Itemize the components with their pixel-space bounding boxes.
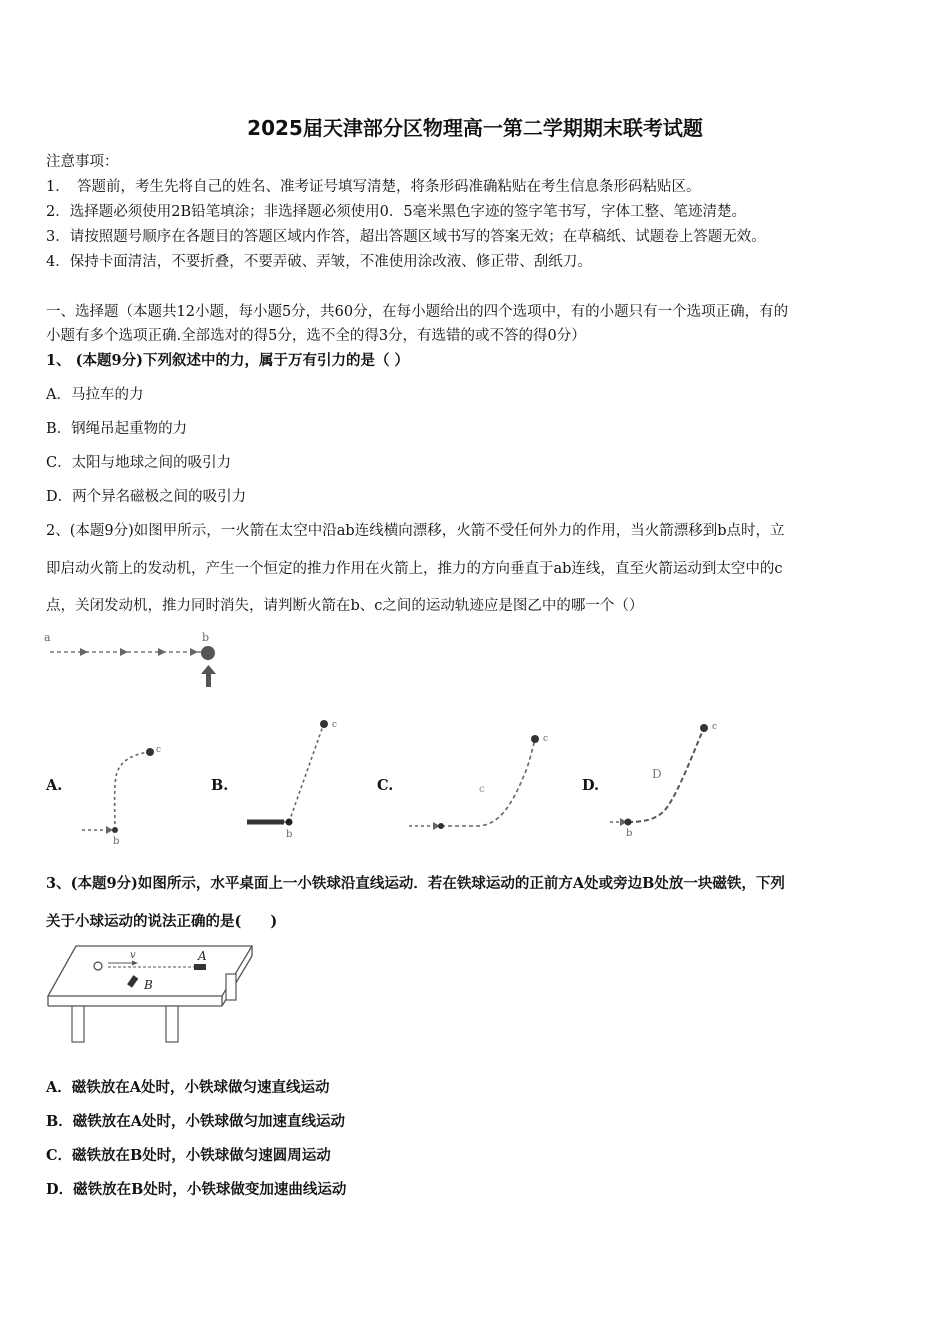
notice-item: 2．选择题必须使用2B铅笔填涂；非选择题必须使用0．5毫米黑色字迹的签字笔书写，字体工整、笔迹清楚。 — [46, 204, 747, 220]
notice-heading: 注意事项： — [46, 154, 119, 170]
label-b: b — [202, 631, 210, 644]
choice-label-b: B. — [211, 777, 229, 794]
rocket-icon — [201, 646, 215, 660]
q3-stem: 3、(本题9分)如图所示，水平桌面上一小铁球沿直线运动．若在铁球运动的正前方A处或旁边B处放一块磁铁，下列 — [46, 875, 785, 892]
q1-option-d: D．两个异名磁极之间的吸引力 — [46, 489, 247, 505]
svg-text:B: B — [144, 978, 153, 992]
svg-text:b: b — [286, 829, 293, 840]
label-a: a — [44, 631, 51, 644]
q3-option-c: C．磁铁放在B处时，小铁球做匀速圆周运动 — [46, 1147, 331, 1164]
svg-text:c: c — [712, 722, 718, 732]
notice-item: 3．请按照题号顺序在各题目的答题区域内作答，超出答题区域书写的答案无效；在草稿纸、试题卷上答题无效。 — [46, 229, 766, 245]
notice-item: 1． 答题前，考生先将自己的姓名、准考证号填写清楚，将条形码准确粘贴在考生信息条形码粘贴区。 — [46, 179, 701, 195]
notice-item: 4．保持卡面清洁，不要折叠，不要弄破、弄皱，不准使用涂改液、修正带、刮纸刀。 — [46, 254, 592, 270]
q1-option-c: C．太阳与地球之间的吸引力 — [46, 455, 232, 471]
page-title: 2025届天津部分区物理高一第二学期期末联考试题 — [247, 116, 703, 140]
svg-text:c: c — [479, 784, 485, 795]
q1-option-b: B．钢绳吊起重物的力 — [46, 421, 188, 437]
choice-label-c: C. — [377, 777, 394, 794]
q1-stem: 1、 (本题9分)下列叙述中的力，属于万有引力的是（ ） — [46, 352, 409, 369]
trajectory-c — [407, 728, 557, 838]
svg-text:c: c — [332, 720, 338, 730]
svg-text:c: c — [156, 745, 162, 755]
choice-label-d: D. — [582, 777, 600, 794]
q2-stem-cont: 即启动火箭上的发动机，产生一个恒定的推力作用在火箭上，推力的方向垂直于ab连线，直至火箭运动到太空中的c — [46, 561, 783, 577]
q2-stem-cont: 点，关闭发动机，推力同时消失，请判断火箭在b、c之间的运动轨迹应是图乙中的哪一个（） — [46, 598, 644, 614]
svg-text:A: A — [198, 949, 207, 963]
svg-text:b: b — [626, 828, 633, 836]
q3-stem-cont: 关于小球运动的说法正确的是( ) — [46, 913, 278, 930]
svg-text:c: c — [543, 734, 549, 744]
q3-table-figure — [46, 944, 256, 1048]
q3-option-d: D．磁铁放在B处时，小铁球做变加速曲线运动 — [46, 1181, 347, 1198]
magnet-a-icon — [194, 964, 206, 970]
thrust-arrow-icon — [206, 673, 211, 687]
svg-text:D: D — [652, 767, 662, 781]
q3-option-a: A．磁铁放在A处时，小铁球做匀速直线运动 — [46, 1079, 330, 1096]
trajectory-a — [78, 740, 168, 850]
section-heading-cont: 小题有多个选项正确.全部选对的得5分，选不全的得3分，有选错的或不答的得0分） — [46, 328, 586, 344]
svg-text:v: v — [130, 950, 136, 961]
q1-option-a: A．马拉车的力 — [46, 387, 144, 403]
trajectory-d — [608, 716, 738, 836]
trajectory-b — [244, 712, 354, 842]
q2-stem: 2、(本题9分)如图甲所示，一火箭在太空中沿ab连线横向漂移，火箭不受任何外力的作用，当火箭漂移到b点时，立 — [46, 523, 785, 539]
choice-label-a: A. — [46, 777, 63, 794]
q2-figure-jia — [40, 625, 240, 695]
section-heading: 一、选择题（本题共12小题，每小题5分，共60分，在每小题给出的四个选项中，有的小题只有一个选项正确，有的 — [46, 304, 789, 320]
q3-option-b: B．磁铁放在A处时，小铁球做匀加速直线运动 — [46, 1113, 346, 1130]
svg-text:b: b — [113, 836, 120, 847]
